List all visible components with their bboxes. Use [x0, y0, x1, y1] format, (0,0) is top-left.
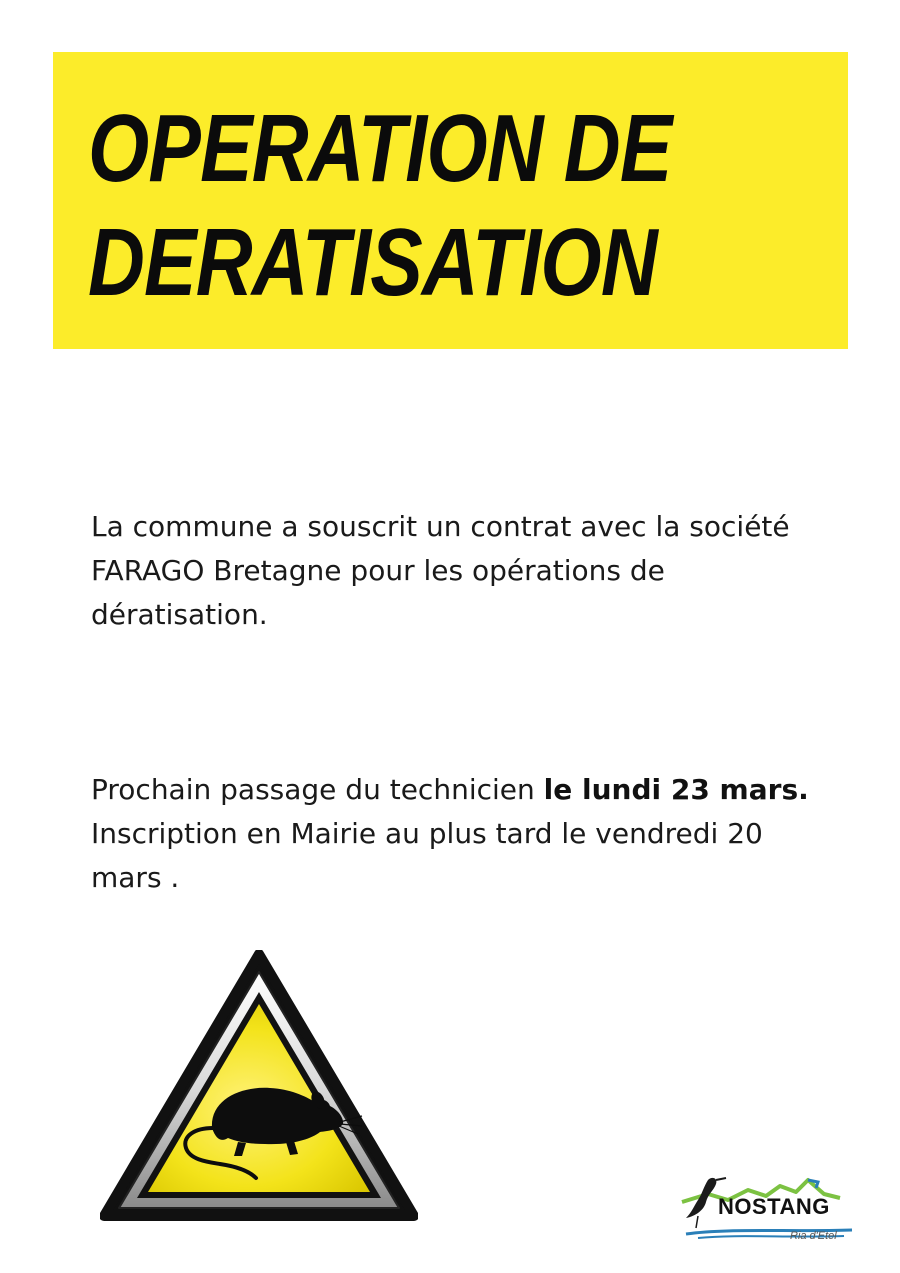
rat-warning-sign-icon [100, 950, 418, 1222]
headline [88, 92, 672, 320]
logo-subtitle: Ria d'Etel [790, 1230, 837, 1242]
visit-paragraph [91, 768, 851, 900]
headline-line-2: DERATISATION [88, 209, 657, 316]
registration-line: Inscription en Mairie au plus tard le vendredi 20 [91, 817, 763, 850]
visit-prefix: Prochain passage du technicien [91, 773, 544, 806]
contract-line-2: FARAGO Bretagne pour les opérations de [91, 554, 665, 587]
registration-line-end: mars . [91, 861, 180, 894]
headline-line-1: OPERATION DE [88, 95, 672, 202]
logo-wordmark: NOSTANG [718, 1194, 830, 1219]
visit-date: le lundi 23 mars. [543, 773, 809, 806]
contract-line-3: dératisation. [91, 598, 268, 631]
contract-line-1: La commune a souscrit un contrat avec la société [91, 510, 790, 543]
contract-paragraph [91, 505, 851, 637]
